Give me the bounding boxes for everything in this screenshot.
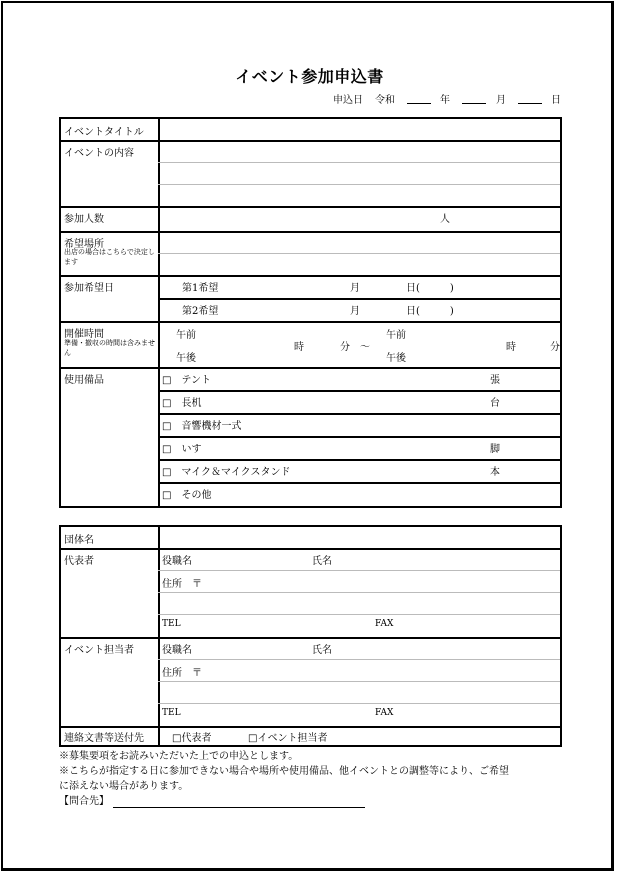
note-line-2: ※こちらが指定する日に参加できない場合や場所や使用備品、他イベントとの調整等により、ご希望: [59, 766, 509, 777]
participants-unit: 人: [440, 214, 450, 225]
rep-fax-label: FAX: [375, 619, 394, 629]
year-blank[interactable]: [407, 103, 431, 104]
equipment-item-tent[interactable]: □ テント: [162, 375, 211, 386]
equipment-item-audio[interactable]: □ 音響機材一式: [162, 421, 242, 432]
end-pm: 午後: [386, 353, 406, 364]
start-minute: 分: [340, 342, 350, 353]
manager-position-label: 役職名: [162, 645, 192, 656]
contact-manager-checkbox[interactable]: □イベント担当者: [248, 733, 328, 744]
time-label: 開催時間: [64, 329, 104, 340]
end-am: 午前: [386, 330, 406, 341]
era-label: 令和: [375, 95, 395, 106]
equipment-item-chair[interactable]: □ いす: [162, 444, 202, 455]
inquiry-blank[interactable]: [113, 807, 365, 808]
month-label: 月: [496, 95, 506, 106]
date-label: 参加希望日: [64, 283, 114, 294]
rep-position-label: 役職名: [162, 556, 192, 567]
start-hour: 時: [294, 342, 304, 353]
location-label: 希望場所: [64, 239, 104, 250]
day-blank[interactable]: [518, 103, 542, 104]
note-line-3: に添えない場合があります。: [59, 781, 189, 792]
equipment-unit-mic: 本: [490, 467, 500, 478]
month-blank[interactable]: [462, 103, 486, 104]
notes: [59, 749, 509, 809]
note-line-1: ※募集要項をお読みいただいた上での申込とします。: [59, 751, 299, 762]
rep-name-label: 氏名: [312, 556, 332, 567]
time-tilde: ～: [360, 342, 370, 353]
contact-rep-checkbox[interactable]: □代表者: [172, 733, 212, 744]
equipment-unit-chair: 脚: [490, 444, 500, 455]
equipment-item-other[interactable]: □ その他: [162, 490, 212, 501]
location-note: 出店の場合はこちらで決定します: [64, 248, 155, 266]
event-title-label: イベントタイトル: [64, 127, 144, 138]
end-minute: 分: [550, 342, 560, 353]
form-title: イベント参加申込書: [235, 67, 384, 86]
start-pm: 午後: [176, 353, 196, 364]
equipment-label: 使用備品: [64, 375, 104, 386]
equipment-unit-desk: 台: [490, 398, 500, 409]
choice2-label: 第2希望: [182, 306, 219, 317]
equipment-item-mic[interactable]: □ マイク＆マイクスタンド: [162, 467, 291, 478]
choice1-label: 第1希望: [182, 283, 219, 294]
event-title-field[interactable]: [160, 122, 560, 138]
end-hour: 時: [506, 342, 516, 353]
contact-label: 連絡文書等送付先: [64, 733, 144, 744]
event-table: [59, 117, 562, 508]
choice2-day: 日( ): [406, 306, 454, 317]
rep-tel-label: TEL: [162, 619, 181, 629]
group-name-field[interactable]: [160, 530, 560, 546]
representative-label: 代表者: [64, 556, 94, 567]
choice1-day: 日( ): [406, 283, 454, 294]
rep-address-label: 住所 〒: [162, 579, 202, 590]
day-label: 日: [551, 95, 561, 106]
inquiry-label: 【問合先】: [59, 796, 109, 807]
equipment-item-desk[interactable]: □ 長机: [162, 398, 202, 409]
manager-fax-label: FAX: [375, 708, 394, 718]
manager-label: イベント担当者: [64, 645, 134, 656]
manager-tel-label: TEL: [162, 708, 181, 718]
participants-label: 参加人数: [64, 214, 104, 225]
start-am: 午前: [176, 330, 196, 341]
equipment-unit-tent: 張: [490, 375, 500, 386]
event-content-field[interactable]: [160, 143, 560, 203]
year-label: 年: [440, 95, 450, 106]
time-note: 準備・撤収の時間は含みません: [64, 339, 155, 357]
group-name-label: 団体名: [64, 535, 94, 546]
choice2-month: 月: [350, 306, 360, 317]
manager-name-label: 氏名: [312, 645, 332, 656]
organization-table: [59, 525, 562, 747]
choice1-month: 月: [350, 283, 360, 294]
event-content-label: イベントの内容: [64, 148, 134, 159]
application-date-label: 申込日: [333, 95, 363, 106]
manager-address-label: 住所 〒: [162, 668, 202, 679]
